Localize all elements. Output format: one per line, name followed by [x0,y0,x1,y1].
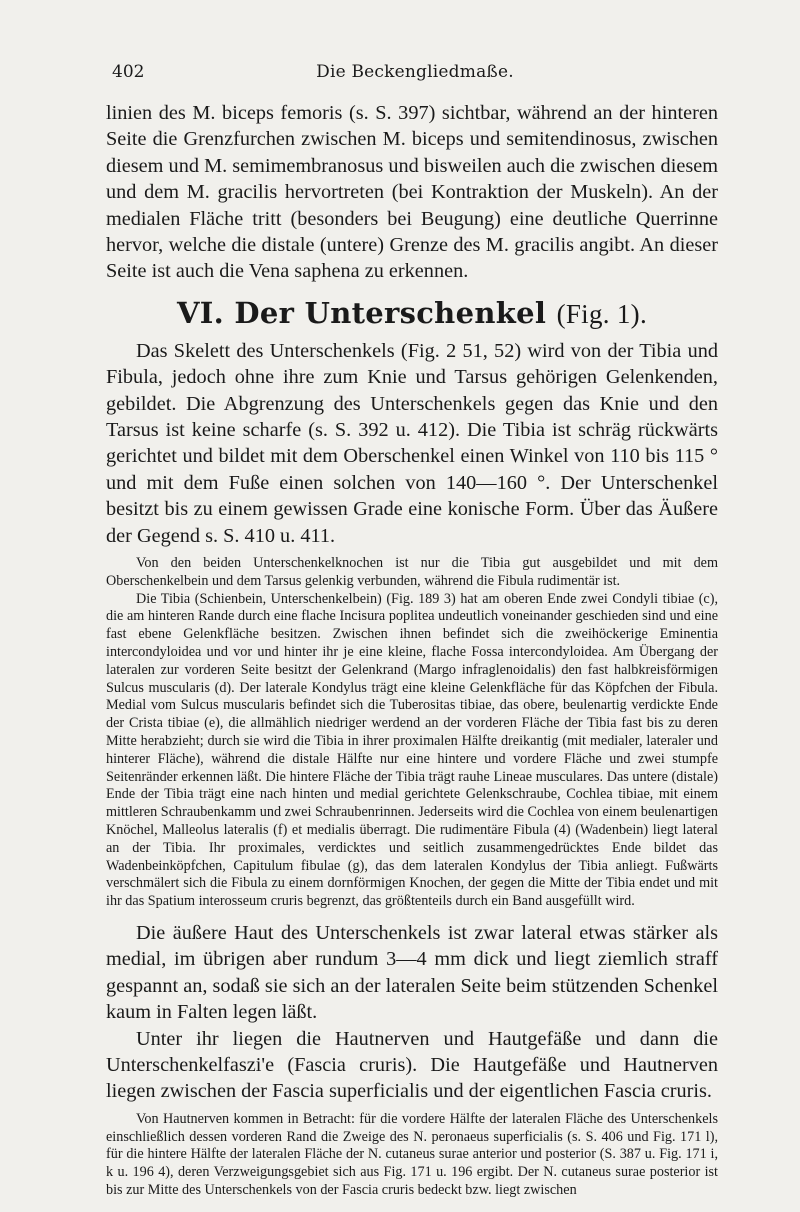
paragraph-skeleton: Das Skelett des Unterschenkels (Fig. 2 51, 52) wird von der Tibia und Fibula, jedoch ohne ihre zum Knie und Tarsus gehörigen Gelenkenden, gebildet. Die Abgrenzung des Unterschenkels gegen das Knie und den Tarsus ist keine scharfe (s. S. 392 u. 412). Die Tibia ist schräg rückwärts gerichtet und bildet mit dem Oberschenkel einen Winkel von 110 bis 115 ° und mit dem Fuße einen solchen von 140—160 °. Der Unterschenkel besitzt bis zu einem gewissen Grade eine konische Form. Über das Äußere der Gegend s. S. 410 u. 411. [106,339,718,547]
smallprint-tibia-fibula: Die Tibia (Schienbein, Unterschenkelbein) (Fig. 189 3) hat am oberen Ende zwei Condyli tibiae (c), die am hinteren Rande durch eine flache Incisura poplitea undeutlich voneinander geschieden sind und eine fast ebene Gelenkfläche besitzen. Zwischen ihnen befindet sich die zweihöckerige Eminentia intercondyloidea und vor und hinter ihr je eine kleine, flache Fossa intercondyloidea. Am Übergang der lateralen zur vorderen Seite besitzt der Gelenkrand (Margo infraglenoidalis) den fast halbkreisförmigen Sulcus muscularis (d). Der laterale Kondylus trägt eine kleine Gelenkfläche für das Köpfchen der Fibula. Medial vom Sulcus muscularis befindet sich die Tuberositas tibiae, das obere, beulenartig verdickte Ende der Crista tibiae (e), die allmählich niedriger werdend an der vorderen Fläche der Tibia fast bis zu deren Mitte herabzieht; durch sie wird die Tibia in ihrer proximalen Hälfte dreikantig (mit medialer, lateraler und hinterer Fläche), während die distale Hälfte nur eine hintere und vordere Fläche und zwei stumpfe Seitenränder erkennen läßt. Die hintere Fläche der Tibia trägt rauhe Lineae musculares. Das untere (distale) Ende der Tibia trägt eine nach hinten und medial gerichtete Gelenkschraube, Cochlea tibiae, mit einem mittleren Schraubenkamm und zwei Schraubenrinnen. Jederseits wird die Cochlea von einem beulenartigen Knöchel, Malleolus lateralis (f) et medialis überragt. Die rudimentäre Fibula (4) (Wadenbein) liegt lateral an der Tibia. Ihr proximales, verdicktes und seitlich zusammengedrücktes Ende bildet das Wadenbeinköpfchen, Capitulum fibulae (g), das dem lateralen Kondylus der Tibia anliegt. Fußwärts verschmälert sich die Fibula zu einem dornförmigen Knochen, der gegen die Mitte der Tibia endet und mit ihr das Spatium interosseum cruris begrenzt, das größtenteils durch ein Band ausgefüllt wird. [106,590,718,910]
section-heading [106,296,718,330]
paragraph-thigh-continuation: linien des M. biceps femoris (s. S. 397) sichtbar, während an der hinteren Seite die Grenzfurchen zwischen M. biceps und semitendinosus, zwischen diesem und M. semimembranosus und bisweilen auch die zwischen diesem und dem M. gracilis hervortreten (bei Kontraktion der Muskeln). An der medialen Fläche tritt (besonders bei Beugung) eine deutliche Querrinne hervor, welche die distale (untere) Grenze des M. gracilis angibt. An dieser Seite ist auch die Vena saphena zu erkennen. [106,102,718,283]
section-heading-text: VI. Der Unterschenkel [176,295,547,330]
page-header [112,62,718,86]
paragraph-skin: Die äußere Haut des Unterschenkels ist zwar lateral etwas stärker als medial, im übrigen aber rundum 3—4 mm dick und liegt ziemlich straff gespannt an, sodaß sie sich an der lateralen Seite beim stützenden Schenkel kaum in Falten legen läßt. [106,922,718,1024]
paragraph-fascia: Unter ihr liegen die Hautnerven und Hautgefäße und dann die Unterschenkelfaszi'e (Fascia cruris). Die Hautgefäße und Hautnerven liegen zwischen der Fascia superficialis und der eigentlichen Fascia cruris. [106,1027,718,1103]
running-title: Die Beckengliedmaße. [316,62,514,82]
page-body [106,100,718,1200]
smallprint-bones-intro: Von den beiden Unterschenkelknochen ist nur die Tibia gut ausgebildet und mit dem Oberschenkelbein und dem Tarsus gelenkig verbunden, während die Fibula rudimentär ist. [106,555,718,589]
smallprint-skin-nerves: Von Hautnerven kommen in Betracht: für die vordere Hälfte der lateralen Fläche des Unterschenkels einschließlich dessen vorderen Rand die Zweige des N. peronaeus superficialis (s. S. 406 und Fig. 171 l), für die hintere Hälfte der lateralen Fläche der N. cutaneus surae anterior und posterior (S. 387 u. Fig. 171 i, k u. 196 4), deren Verzweigungsgebiet sich aus Fig. 171 u. 196 ergibt. Der N. cutaneus surae posterior ist bis zur Mitte des Unterschenkels von der Fascia cruris bedeckt bzw. liegt zwischen [106,1110,718,1199]
section-heading-figure-ref: (Fig. 1). [556,298,648,329]
page-number: 402 [112,62,145,82]
